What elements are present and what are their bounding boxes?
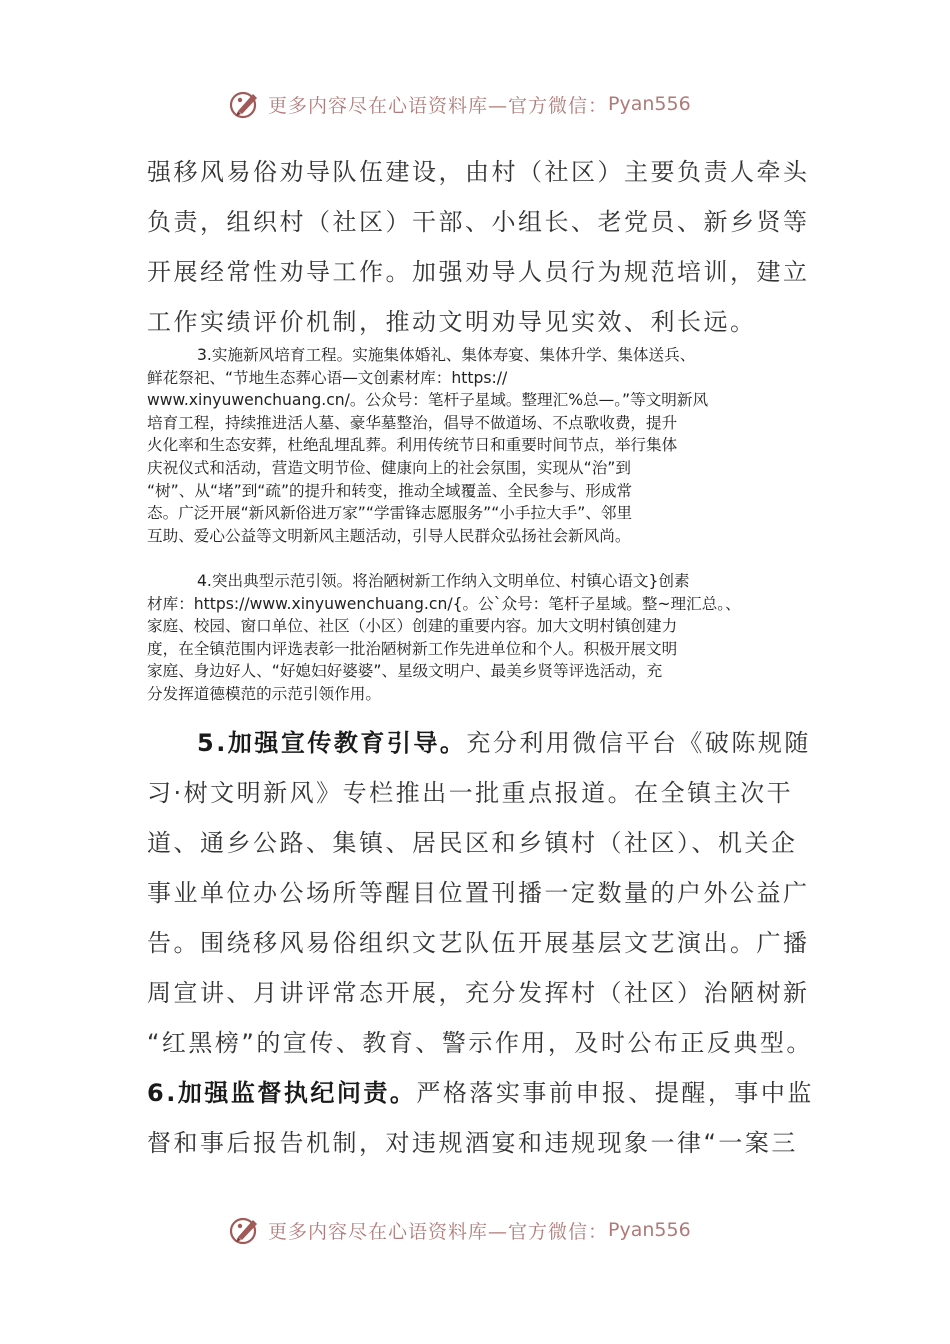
text-line: “树”、从“堵”到“疏”的提升和转变，推动全域覆盖、全民参与、形成常: [147, 481, 633, 500]
text-line: 道、通乡公路、集镇、居民区和乡镇村（社区）、机关企: [147, 829, 798, 857]
pen-nib-logo-icon: [228, 87, 262, 121]
text-line: 度，在全镇范围内评选表彰一批治陋树新工作先进单位和个人。积极开展文明: [147, 639, 678, 658]
text-line: www.xinyuwenchuang.cn/。公众号：笔杆子星域。整理汇%总—。”等文明新风: [147, 391, 709, 410]
text-line: [147, 718, 811, 768]
text-line: 互助、爱心公益等文明新风主题活动，引导人民群众弘扬社会新风尚。: [147, 526, 631, 545]
watermark-wechat-id: Pyan556: [608, 93, 691, 115]
text-span: 严格落实事前申报、提醒，事中监: [416, 1079, 814, 1107]
text-line: 鲜花祭祀、“节地生态葬心语—文创素材库：https://: [147, 368, 508, 387]
text-line: 4.突出典型示范引领。将治陋树新工作纳入文明单位、村镇心语文}创素: [197, 572, 690, 590]
paragraph-supervision-accountability: [147, 1068, 814, 1168]
text-line: 态。广泛开展“新风新俗进万家”“学雷锋志愿服务”“小手拉大手”、邻里: [147, 504, 633, 523]
text-line: 家庭、身边好人、“好媳妇好婆婆”、星级文明户、最美乡贤等评选活动，充: [147, 662, 663, 681]
text-line: 庆祝仪式和活动，营造文明节俭、健康向上的社会氛围，实现从“治”到: [147, 458, 631, 477]
watermark-text: 更多内容尽在心语资料库—官方微信：: [268, 1220, 609, 1243]
text-line: 周宣讲、月讲评常态开展，充分发挥村（社区）治陋树新: [147, 979, 810, 1007]
text-line: 开展经常性劝导工作。加强劝导人员行为规范培训，建立: [147, 258, 810, 286]
header-watermark: [228, 86, 748, 122]
text-line: [147, 1068, 814, 1118]
text-line: 培育工程，持续推进活人墓、豪华墓整治，倡导不做道场、不点歌收费，提升: [147, 413, 678, 432]
watermark-wechat-id: Pyan556: [608, 1219, 691, 1241]
section-heading-6: 6.加强监督执纪问责。: [147, 1079, 417, 1107]
text-line: 材库：https://www.xinyuwenchuang.cn/{。公`众号：笔杆子星域。整~理汇总。、: [147, 594, 741, 613]
text-line: 事业单位办公场所等醒目位置刊播一定数量的户外公益广: [147, 879, 810, 907]
text-line: 督和事后报告机制，对违规酒宴和违规现象一律“一案三: [147, 1129, 798, 1157]
pen-nib-logo-icon: [228, 1213, 262, 1247]
text-line: 工作实绩评价机制，推动文明劝导见实效、利长远。: [147, 308, 757, 336]
paragraph-new-custom-cultivation: [147, 344, 807, 547]
text-line: 分发挥道德模范的示范引领作用。: [147, 684, 381, 703]
paragraph-persuasion-team: [147, 147, 810, 347]
text-line: 3.实施新风培育工程。实施集体婚礼、集体寿宴、集体升学、集体送兵、: [197, 346, 696, 364]
text-span: 充分利用微信平台《破陈规随: [466, 729, 811, 757]
text-line: 强移风易俗劝导队伍建设，由村（社区）主要负责人牵头: [147, 158, 810, 186]
footer-watermark: [228, 1212, 748, 1248]
section-heading-5: 5.加强宣传教育引导。: [197, 729, 467, 757]
text-line: 家庭、校园、窗口单位、社区（小区）创建的重要内容。加大文明村镇创建力: [147, 617, 678, 636]
paragraph-model-demonstration: [147, 570, 807, 706]
watermark-text: 更多内容尽在心语资料库—官方微信：: [268, 94, 609, 117]
text-line: 火化率和生态安葬，杜绝乱埋乱葬。利用传统节日和重要时间节点，举行集体: [147, 436, 678, 455]
text-line: “红黑榜”的宣传、教育、警示作用，及时公布正反典型。: [147, 1029, 813, 1057]
text-line: 负责，组织村（社区）干部、小组长、老党员、新乡贤等: [147, 208, 810, 236]
text-line: 告。围绕移风易俗组织文艺队伍开展基层文艺演出。广播: [147, 929, 810, 957]
text-line: 习·树文明新风》专栏推出一批重点报道。在全镇主次干: [147, 779, 794, 807]
paragraph-publicity-education: [147, 718, 813, 1068]
